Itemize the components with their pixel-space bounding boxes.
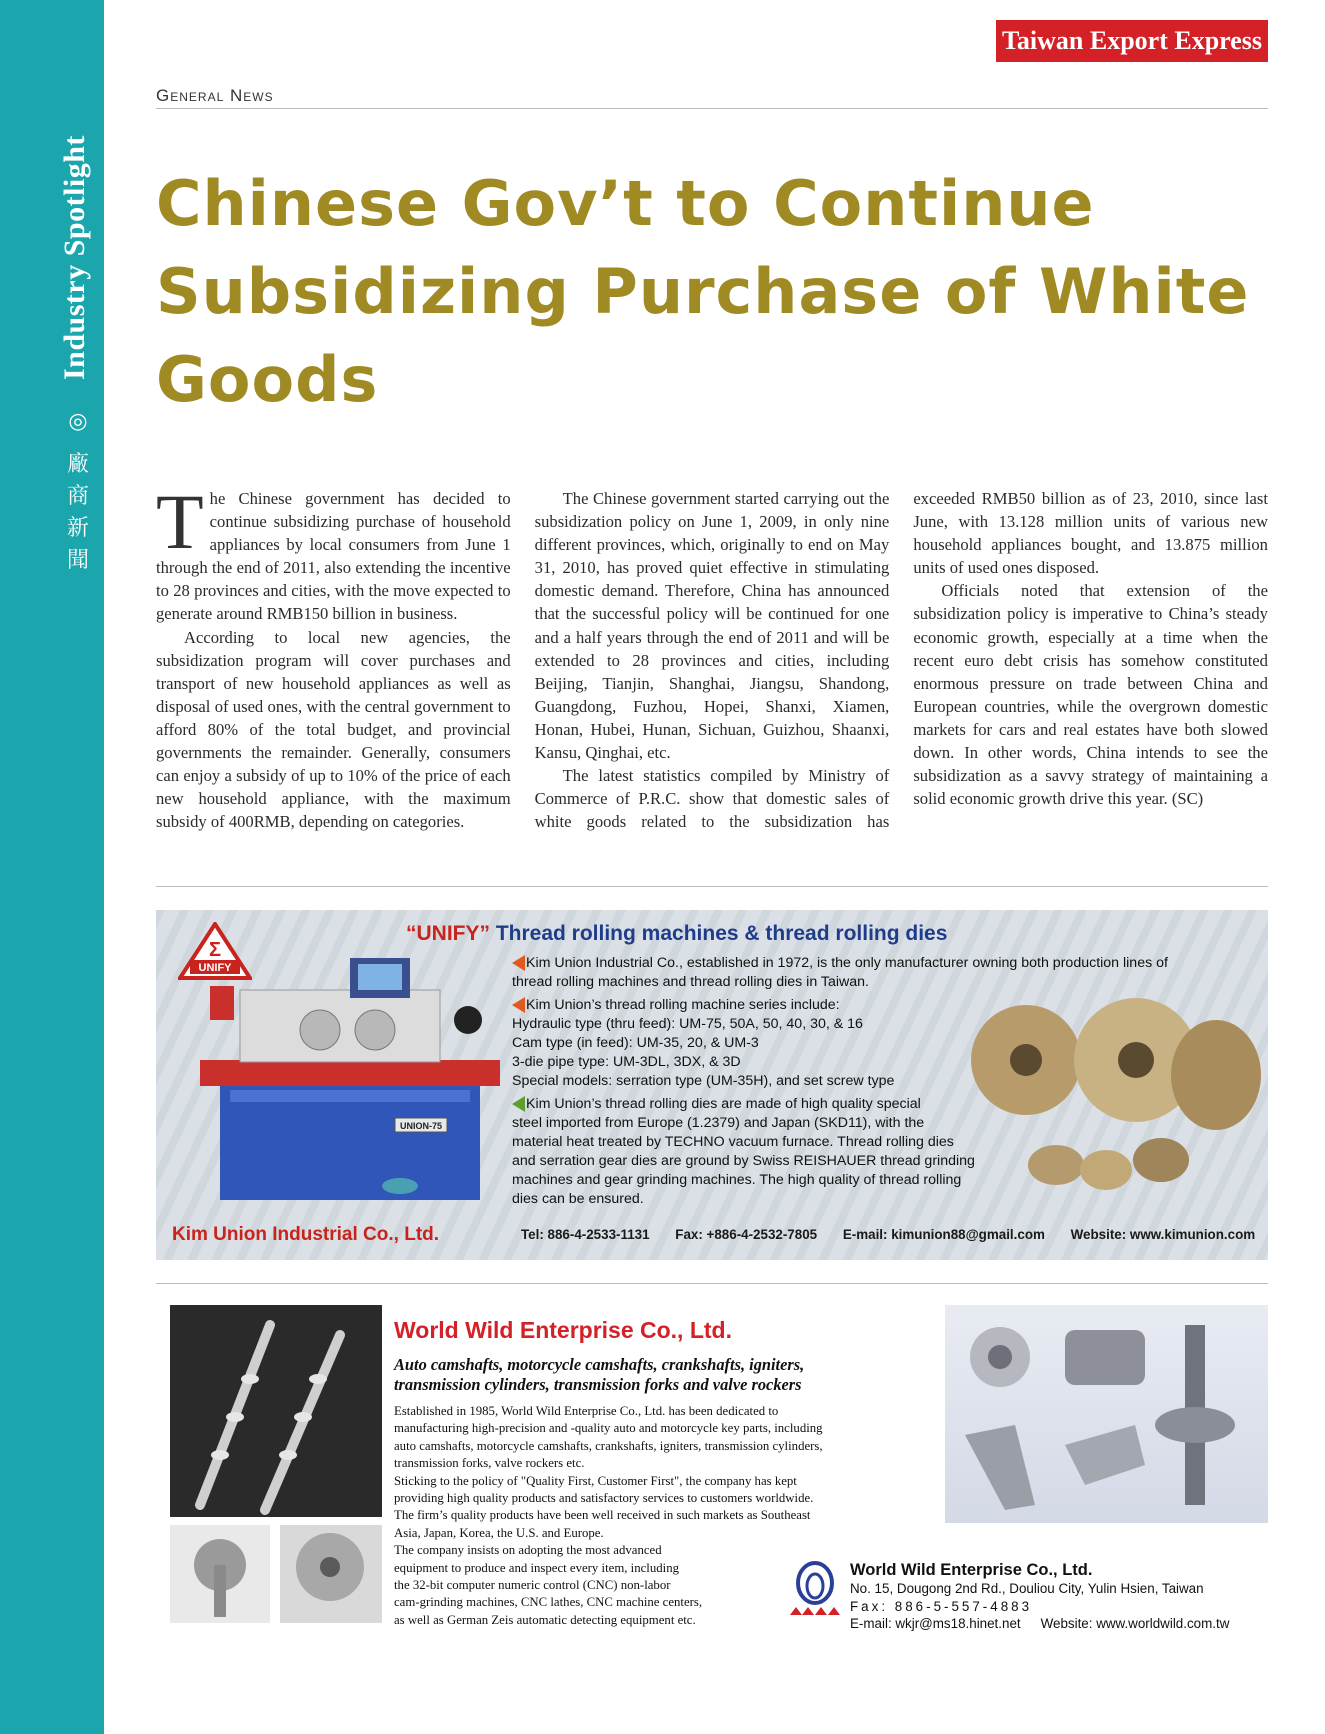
ad1-tel: Tel: 886-4-2533-1131 (521, 1227, 650, 1242)
ad2-email: E-mail: wkjr@ms18.hinet.net (850, 1616, 1021, 1631)
svg-text:UNIFY: UNIFY (198, 962, 232, 974)
section-label: General News (156, 86, 274, 105)
ad1-contact-info (521, 1227, 1268, 1242)
headline-line: Goods (156, 343, 379, 416)
ad2-website: Website: www.worldwild.com.tw (1040, 1616, 1230, 1631)
headline-line: Chinese Gov’t to Continue (156, 167, 1095, 240)
section-title-vertical: Industry Spotlight (58, 135, 91, 380)
auto-parts-photos (945, 1305, 1268, 1523)
publication-banner: Taiwan Export Express (996, 20, 1268, 62)
cjk-char: 商 (66, 483, 89, 508)
cjk-char: 聞 (66, 547, 89, 572)
ad2-fax: Fax: 886-5-557-4883 (850, 1598, 1033, 1614)
article-paragraph: The Chinese government started carrying out the subsidization policy on June 1, 2009, in only nine different provinces, which, originally to end on May 31, 2010, has proved quiet effective in stimulating domestic demand. Therefore, China has announced that the successful policy will be continued for one and a half years through the end of 2011 and will be extended to 28 provinces and cities, including Beijing, Tianjin, Shanghai, Jiangsu, Shandong, Guangdong, Fuzhou, Hopei, Shanxi, Xiamen, Honan, Hubei, Hunan, Sichuan, Guizhou, Shaanxi, Kansu, Qinghai, etc. (534, 489, 890, 763)
ad1-website: Website: www.kimunion.com (1070, 1227, 1256, 1242)
camshaft-photos (170, 1305, 382, 1623)
article-paragraph: The latest statistics compiled by Ministry of Commerce of P.R.C. show that domestic sales of white goods related to the subsidization has exceeded RMB50 billion as of 23, 2010, since last June, with 13.128 million units of various new household appliances bought, and 13.875 million units of used ones disposed. (534, 489, 1268, 832)
ad1-paragraph: Kim Union’s thread rolling dies are made of high quality special steel imported from Europe (1.2379) and Japan (SKD11), with the material heat treated by TECHNO vacuum furnace. Thread rolling dies and serration gear dies are ground by Swiss REISHAUER thread grinding machines and gear grinding machines. The high quality of thread rolling dies can be ensured. (512, 1096, 975, 1207)
ad1-company-name: Kim Union Industrial Co., Ltd. (172, 1224, 440, 1245)
ad1-headline: “UNIFY” Thread rolling machines & thread rolling dies (406, 922, 948, 945)
thread-rolling-machine-image (200, 950, 500, 1210)
arrow-bullet-icon (512, 955, 525, 971)
ad1-paragraph: Kim Union’s thread rolling machine series include: Hydraulic type (thru feed): UM-75, 50A, 50, 40, 30, & 16 Cam type (in feed): UM-35, 20, & UM-3 3-die pipe type: UM-3DL, 3DX, & 3D Special models: serration type (UM-35H), and set screw type (512, 997, 895, 1089)
ad1-contact-bar (156, 1218, 1268, 1254)
ad2-contact-company: World Wild Enterprise Co., Ltd. (850, 1561, 1093, 1579)
arrow-bullet-icon (512, 997, 525, 1013)
ad1-paragraph: Kim Union Industrial Co., established in 1972, is the only manufacturer owning both production lines of thread rolling machines and thread rolling dies in Taiwan. (512, 955, 1168, 990)
article-paragraph: Officials noted that extension of the subsidization policy is imperative to China’s steady economic growth, especially at a time when the recent euro debt crisis has somehow constituted enormous pressure on trade between China and European countries, while the overgrown domestic markets for cars and real estates have both slowed down. In other words, China intends to see the subsidization as a savvy strategy of maintaining a solid economic growth drive this year. (SC) (913, 581, 1268, 809)
header-divider (156, 108, 1268, 109)
cjk-char: 新 (66, 515, 89, 540)
ad1-email: E-mail: kimunion88@gmail.com (842, 1227, 1045, 1242)
ad2-description: Established in 1985, World Wild Enterprise Co., Ltd. has been dedicated to manufacturing high-precision and -quality auto and motorcycle key parts, including auto camshafts, motorcycle camshafts, crankshafts, igniters, transmission cylinders, transmission forks, valve rockers etc. Sticking to the policy of "Quality First, Customer First", the company has kept providing high quality products and satisfactory services to customers worldwide. The firm’s quality products have been well received in such markets as Southeast Asia, Japan, Korea, the U.S. and Europe. The company insists on adopting the most advanced equipment to produce and inspect every item, including the 32-bit computer numeric control (CNC) non-labor cam-grinding machines, CNC lathes, CNC machine centers, as well as German Zeis automatic detecting equipment etc. (394, 1404, 823, 1627)
ad1-description (512, 954, 1252, 1213)
sidebar-cjk-title (66, 448, 90, 576)
article-body (156, 478, 1268, 855)
ad2-product-line: Auto camshafts, motorcycle camshafts, crankshafts, igniters, transmission cylinders, transmission forks and valve rockers (394, 1355, 805, 1394)
ad2-address: No. 15, Dougong 2nd Rd., Douliou City, Yulin Hsien, Taiwan (850, 1581, 1204, 1596)
article-divider (156, 886, 1268, 887)
article-headline (156, 160, 1256, 424)
svg-text:Σ: Σ (208, 939, 222, 961)
cjk-char: 廠 (66, 451, 89, 476)
ad2-contact-info (850, 1561, 1229, 1633)
ad2-company-title: World Wild Enterprise Co., Ltd. (394, 1317, 732, 1343)
ad-divider (156, 1283, 1268, 1284)
world-wild-logo (788, 1561, 842, 1617)
arrow-bullet-icon (512, 1096, 525, 1112)
article-paragraph: According to local new agencies, the subsidization program will cover purchases and transport of new household appliances as well as disposal of used ones, with the central government to afford 80% of the total budget, and provincial governments the remainder. Generally, consumers can enjoy a subsidy of up to 10% of the price of each new household appliance, with the maximum subsidy of 400RMB, depending on categories. (156, 627, 511, 832)
world-wild-advertisement (170, 1305, 1268, 1631)
svg-text:UNION-75: UNION-75 (399, 1121, 443, 1131)
drop-cap: T (156, 478, 204, 565)
ad1-fax: Fax: +886-4-2532-7805 (675, 1227, 818, 1242)
circle-mark-icon: ◎ (68, 408, 88, 433)
kim-union-advertisement (156, 910, 1268, 1260)
headline-line: Subsidizing Purchase of White (156, 255, 1250, 328)
article-paragraph: The Chinese government has decided to continue subsidizing purchase of household appliances by local consumers from June 1 through the end of 2011, also extending the incentive to 28 provinces and cities, with the move expected to generate around RMB150 billion in business. (156, 478, 511, 624)
